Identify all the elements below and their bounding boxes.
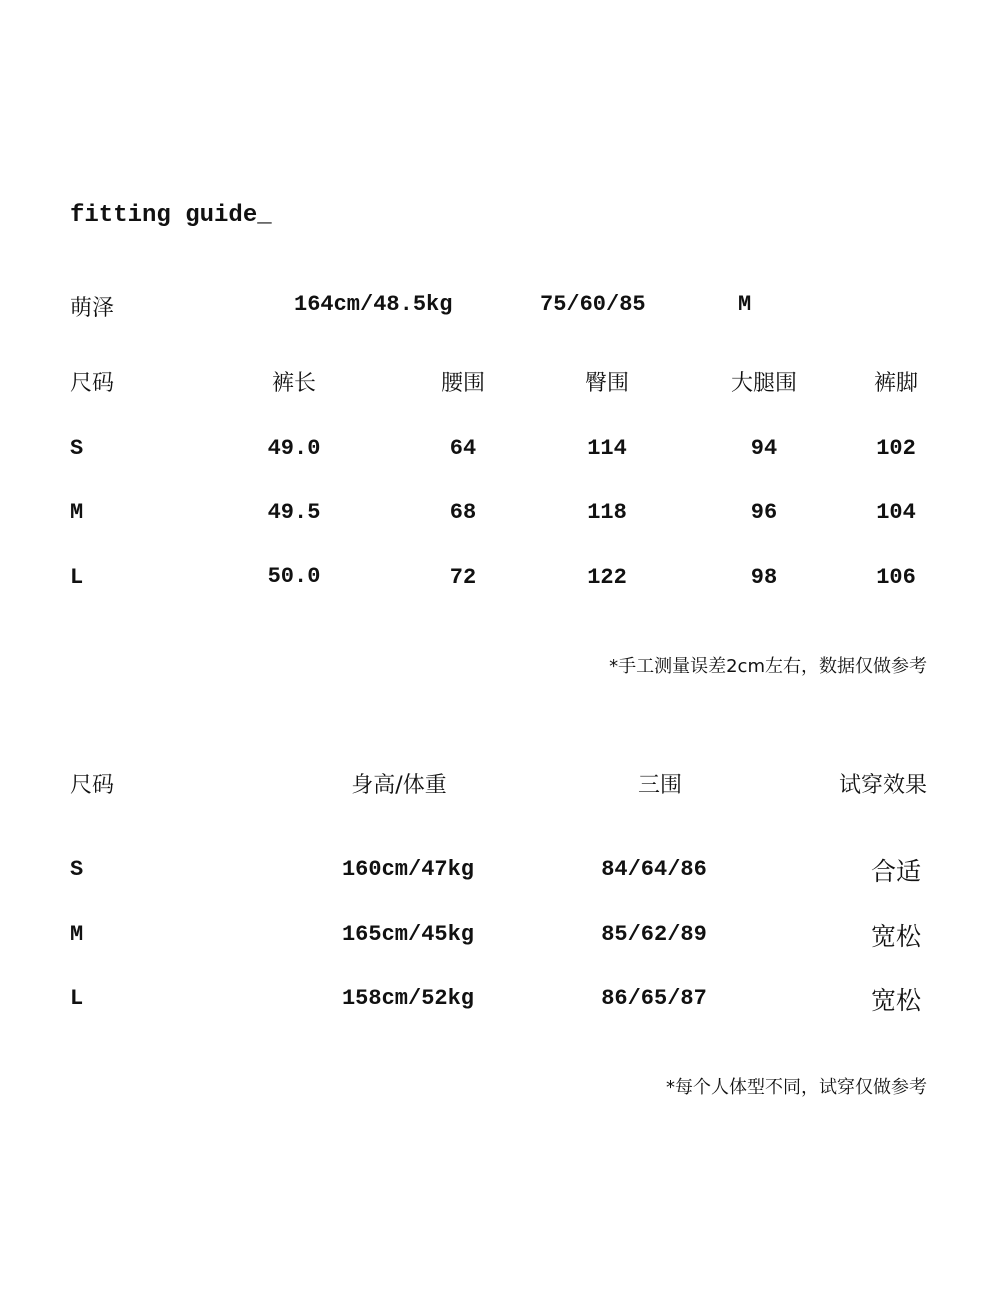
row-measurements: 84/64/86 [601, 857, 707, 882]
row-hem: 102 [876, 436, 916, 461]
row-waist: 72 [449, 565, 477, 590]
header-size: 尺码 [70, 773, 115, 798]
row-hem: 104 [876, 500, 916, 525]
row-size: L [70, 986, 84, 1011]
row-measurements: 85/62/89 [601, 922, 707, 947]
row-waist: 68 [449, 500, 477, 525]
row-length: 49.5 [267, 500, 321, 525]
row-hip: 118 [587, 500, 627, 525]
header-hem: 裤脚 [873, 371, 919, 396]
row-size: M [70, 500, 84, 525]
row-height-weight: 165cm/45kg [341, 922, 475, 947]
row-height-weight: 158cm/52kg [341, 986, 475, 1011]
measurement-note: *手工测量误差2cm左右，数据仅做参考 [609, 656, 927, 677]
row-measurements: 86/65/87 [601, 986, 707, 1011]
row-fit-effect: 宽松 [870, 922, 922, 951]
row-hem: 106 [876, 565, 916, 590]
row-size: S [70, 857, 84, 882]
row-length: 49.0 [267, 436, 321, 461]
row-fit-effect: 宽松 [870, 986, 922, 1015]
header-size: 尺码 [70, 371, 115, 396]
fit-note: *每个人体型不同，试穿仅做参考 [666, 1077, 927, 1098]
header-thigh: 大腿围 [730, 371, 798, 396]
model-measurements: 75/60/85 [540, 292, 646, 317]
header-length: 裤长 [271, 371, 317, 396]
header-waist: 腰围 [440, 371, 486, 396]
row-length: 50.0 [267, 564, 321, 589]
row-thigh: 98 [750, 565, 778, 590]
row-height-weight: 160cm/47kg [341, 857, 475, 882]
row-fit-effect: 合适 [870, 857, 922, 886]
header-hip: 臀围 [584, 371, 630, 396]
row-waist: 64 [449, 436, 477, 461]
model-name: 萌泽 [70, 296, 115, 321]
row-size: S [70, 436, 84, 461]
row-hip: 114 [587, 436, 627, 461]
row-size: M [70, 922, 84, 947]
model-height-weight: 164cm/48.5kg [294, 292, 453, 317]
header-measurements: 三围 [637, 773, 683, 798]
header-height-weight: 身高/体重 [351, 773, 447, 798]
page-title: fitting guide_ [70, 202, 272, 229]
row-thigh: 94 [750, 436, 778, 461]
row-size: L [70, 565, 84, 590]
row-hip: 122 [587, 565, 627, 590]
model-size: M [738, 292, 752, 317]
row-thigh: 96 [750, 500, 778, 525]
header-fit-effect: 试穿效果 [838, 773, 927, 798]
